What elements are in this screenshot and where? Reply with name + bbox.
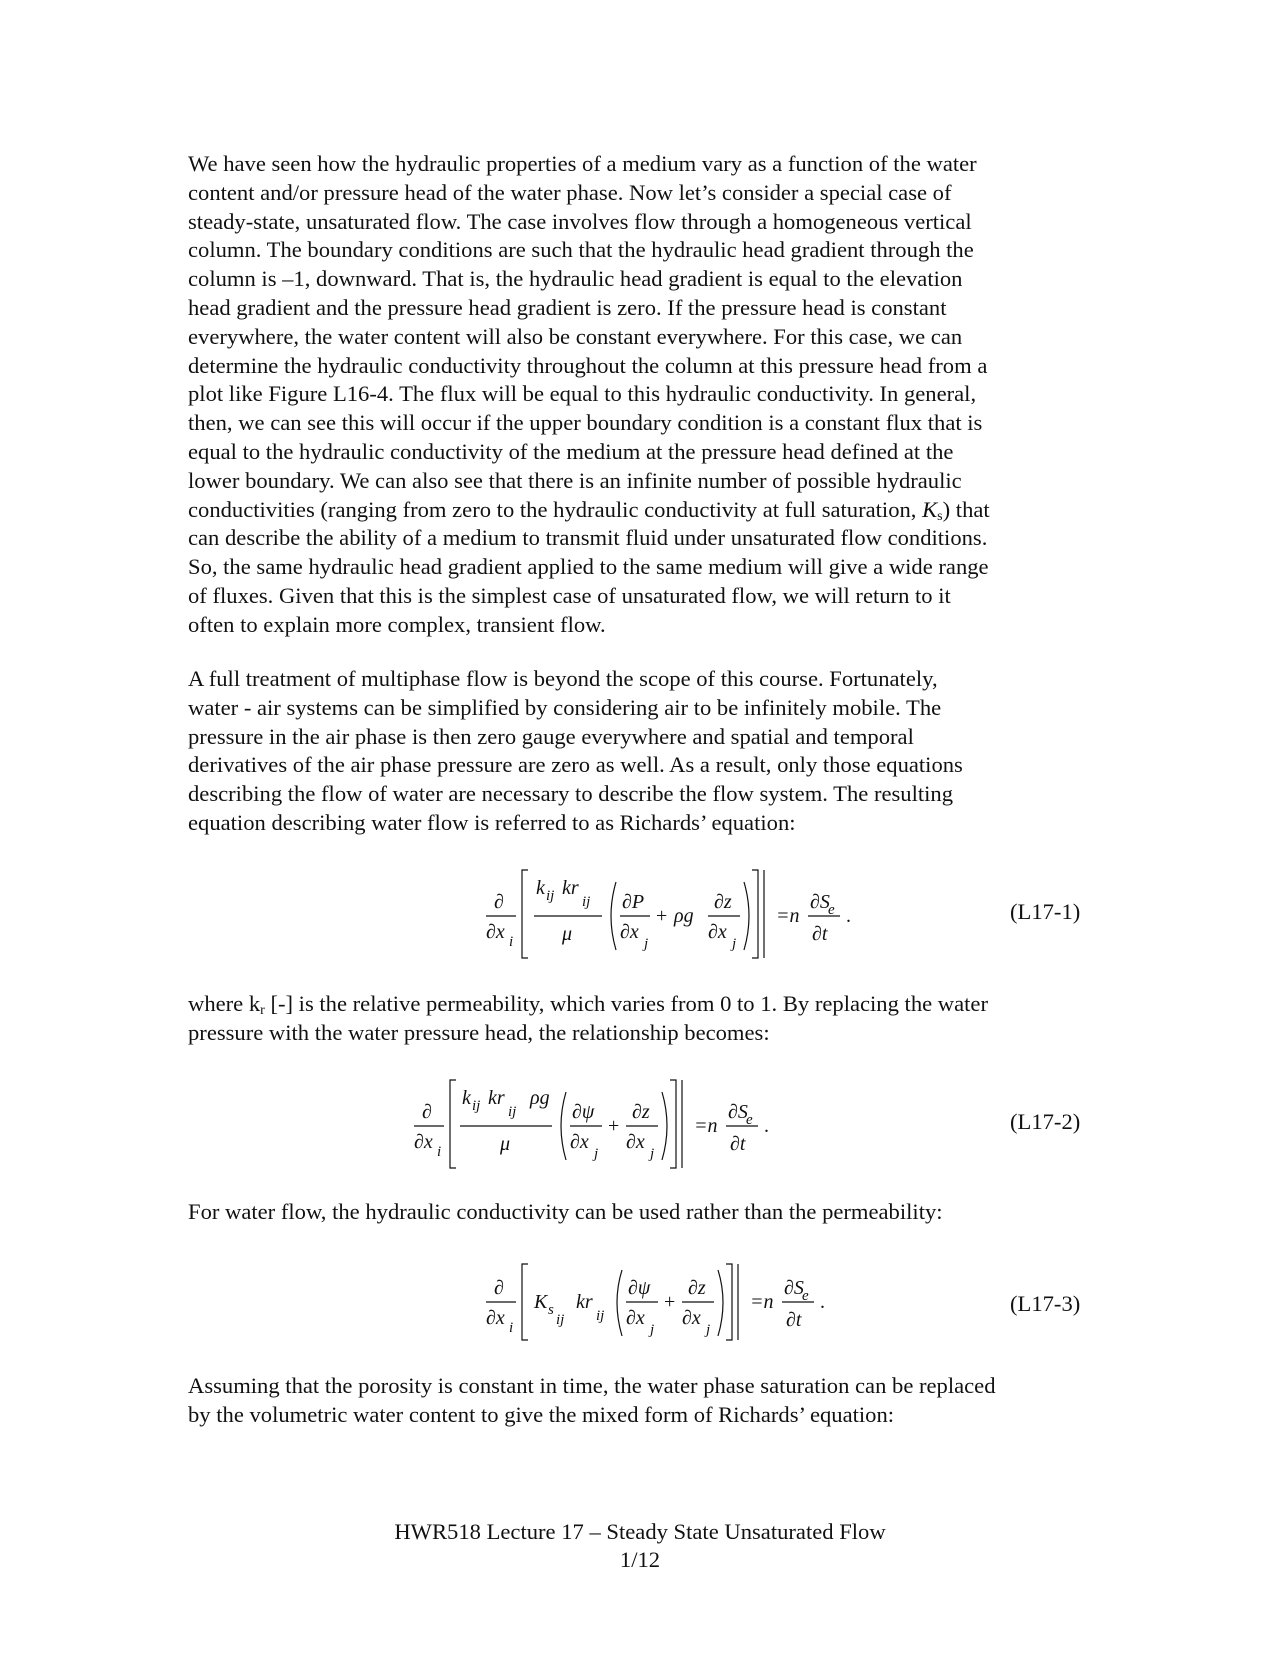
svg-text:∂x: ∂x: [486, 921, 505, 943]
svg-text:∂x: ∂x: [486, 1307, 505, 1329]
paragraph-4: [188, 1198, 1088, 1227]
svg-text:∂x: ∂x: [626, 1307, 645, 1329]
svg-text:j: j: [594, 1146, 599, 1162]
svg-text:∂x: ∂x: [620, 921, 639, 943]
svg-text:ij: ij: [582, 894, 591, 910]
svg-text:∂x: ∂x: [626, 1131, 645, 1153]
svg-text:∂: ∂: [494, 1277, 504, 1299]
svg-text:e: e: [828, 902, 835, 918]
svg-text:.: .: [764, 1115, 769, 1137]
svg-text:∂t: ∂t: [730, 1133, 746, 1155]
text-line: content and/or pressure head of the water phase. Now let’s consider a special case of: [188, 179, 952, 205]
svg-text:=n: =n: [750, 1291, 774, 1313]
svg-text:j: j: [650, 1322, 655, 1338]
svg-text:j: j: [706, 1322, 711, 1338]
equation-l17-3: [482, 1258, 902, 1343]
text-line: equal to the hydraulic conductivity of the medium at the pressure head defined at the: [188, 438, 954, 464]
svg-text:K: K: [534, 1291, 548, 1313]
text-line: everywhere, the water content will also be constant everywhere. For this case, we can: [188, 323, 963, 349]
equation-number-l17-1: (L17-1): [1010, 899, 1081, 924]
svg-text:∂z: ∂z: [688, 1277, 706, 1299]
text-line: often to explain more complex, transient flow.: [188, 611, 606, 637]
text-line: So, the same hydraulic head gradient applied to the same medium will give a wide range: [188, 554, 989, 580]
svg-text:ρg: ρg: [530, 1087, 550, 1109]
svg-text:=n: =n: [694, 1115, 718, 1137]
svg-text:.: .: [820, 1291, 825, 1313]
ks-symbol: K: [922, 496, 938, 522]
svg-text:kr: kr: [576, 1291, 593, 1313]
svg-text:kr: kr: [488, 1087, 505, 1109]
text-line: lower boundary. We can also see that there is an infinite number of possible hydraulic: [188, 467, 962, 493]
paragraph-1: [188, 150, 1088, 640]
text-line: steady-state, unsaturated flow. The case involves flow through a homogeneous vertical: [188, 208, 972, 234]
text-line: describing the flow of water are necessary to describe the flow system. The resulting: [188, 781, 954, 807]
paragraph-2: [188, 665, 1088, 838]
svg-text:+: +: [608, 1115, 620, 1137]
svg-text:∂t: ∂t: [812, 923, 828, 945]
text-line: For water flow, the hydraulic conductivity can be used rather than the permeability:: [188, 1199, 943, 1224]
svg-text:∂: ∂: [494, 891, 504, 913]
svg-text:+: +: [664, 1291, 676, 1313]
svg-text:∂x: ∂x: [414, 1131, 433, 1153]
svg-text:∂ψ: ∂ψ: [572, 1101, 595, 1123]
svg-text:∂: ∂: [422, 1101, 432, 1123]
text-line: where $k_r$ [-] is the relative permeability, which varies from 0 to 1. By replacing the water: [188, 991, 988, 1018]
svg-text:ij: ij: [508, 1104, 517, 1120]
svg-text:∂ψ: ∂ψ: [628, 1277, 651, 1299]
svg-text:∂x: ∂x: [570, 1131, 589, 1153]
svg-text:∂z: ∂z: [632, 1101, 650, 1123]
svg-text:∂S: ∂S: [810, 891, 830, 913]
equation-number-l17-2: (L17-2): [1010, 1109, 1081, 1134]
text-line: A full treatment of multiphase flow is beyond the scope of this course. Fortunately,: [188, 666, 938, 691]
text-line: column is –1, downward. That is, the hydraulic head gradient is equal to the elevation: [188, 266, 963, 292]
svg-text:μ: μ: [562, 923, 573, 945]
text-line: water - air systems can be simplified by considering air to be infinitely mobile. The: [188, 694, 942, 720]
paragraph-3: [188, 990, 1088, 1048]
svg-text:e: e: [746, 1112, 753, 1128]
svg-text:∂S: ∂S: [784, 1277, 804, 1299]
equation-l17-1: [482, 860, 902, 965]
equation-l17-2: [410, 1070, 830, 1175]
text-line: can describe the ability of a medium to transmit fluid under unsaturated flow conditions.: [188, 525, 988, 551]
text-line: We have seen how the hydraulic properties of a medium vary as a function of the water: [188, 151, 977, 176]
text-line: of fluxes. Given that this is the simplest case of unsaturated flow, we will return to it: [188, 582, 951, 608]
text-line: determine the hydraulic conductivity throughout the column at this pressure head from a: [188, 352, 988, 378]
svg-text:ij: ij: [596, 1308, 605, 1324]
svg-text:e: e: [802, 1288, 809, 1304]
svg-text:k: k: [462, 1087, 471, 1109]
text-line: head gradient and the pressure head gradient is zero. If the pressure head is constant: [188, 294, 947, 320]
svg-text:k: k: [536, 877, 545, 899]
svg-text:i: i: [437, 1144, 442, 1160]
svg-text:j: j: [650, 1146, 655, 1162]
svg-text:∂t: ∂t: [786, 1309, 802, 1331]
text-line: column. The boundary conditions are such that the hydraulic head gradient through the: [188, 237, 974, 263]
svg-text:i: i: [509, 934, 514, 950]
text-line: plot like Figure L16-4. The flux will be equal to this hydraulic conductivity. In general,: [188, 381, 977, 407]
text-line: equation describing water flow is referred to as Richards’ equation:: [188, 809, 796, 835]
svg-text:j: j: [732, 936, 737, 952]
svg-text:∂x: ∂x: [682, 1307, 701, 1329]
equation-number-l17-3: (L17-3): [1010, 1291, 1081, 1316]
svg-text:∂S: ∂S: [728, 1101, 748, 1123]
svg-text:ij: ij: [546, 888, 555, 904]
svg-text:ij: ij: [556, 1312, 565, 1328]
svg-text:i: i: [509, 1320, 514, 1336]
text-line: then, we can see this will occur if the upper boundary condition is a constant flux that is: [188, 410, 983, 436]
svg-text:∂P: ∂P: [622, 891, 645, 913]
svg-text:.: .: [846, 905, 851, 927]
svg-text:∂x: ∂x: [708, 921, 727, 943]
page-number: 1/12: [619, 1547, 661, 1572]
svg-text:ij: ij: [472, 1098, 481, 1114]
text-line: pressure with the water pressure head, the relationship becomes:: [188, 1019, 770, 1045]
svg-text:j: j: [644, 936, 649, 952]
svg-text:μ: μ: [500, 1133, 511, 1155]
svg-text:s: s: [548, 1302, 554, 1318]
svg-text:=n: =n: [776, 905, 800, 927]
svg-text:+: +: [656, 905, 668, 927]
text-line: Assuming that the porosity is constant in time, the water phase saturation can be replaced: [188, 1373, 996, 1398]
text-line: derivatives of the air phase pressure are zero as well. As a result, only those equations: [188, 752, 963, 778]
text-line: pressure in the air phase is then zero gauge everywhere and spatial and temporal: [188, 723, 914, 749]
text-line: conductivities (ranging from zero to the hydraulic conductivity at full saturation, $K_s$) that: [188, 496, 990, 524]
paragraph-5: [188, 1372, 1088, 1430]
svg-text:∂z: ∂z: [714, 891, 732, 913]
svg-text:kr: kr: [562, 877, 579, 899]
text-line: by the volumetric water content to give the mixed form of Richards’ equation:: [188, 1401, 895, 1427]
svg-text:ρg: ρg: [674, 905, 694, 927]
page-footer-title: HWR518 Lecture 17 – Steady State Unsaturated Flow: [394, 1519, 886, 1544]
